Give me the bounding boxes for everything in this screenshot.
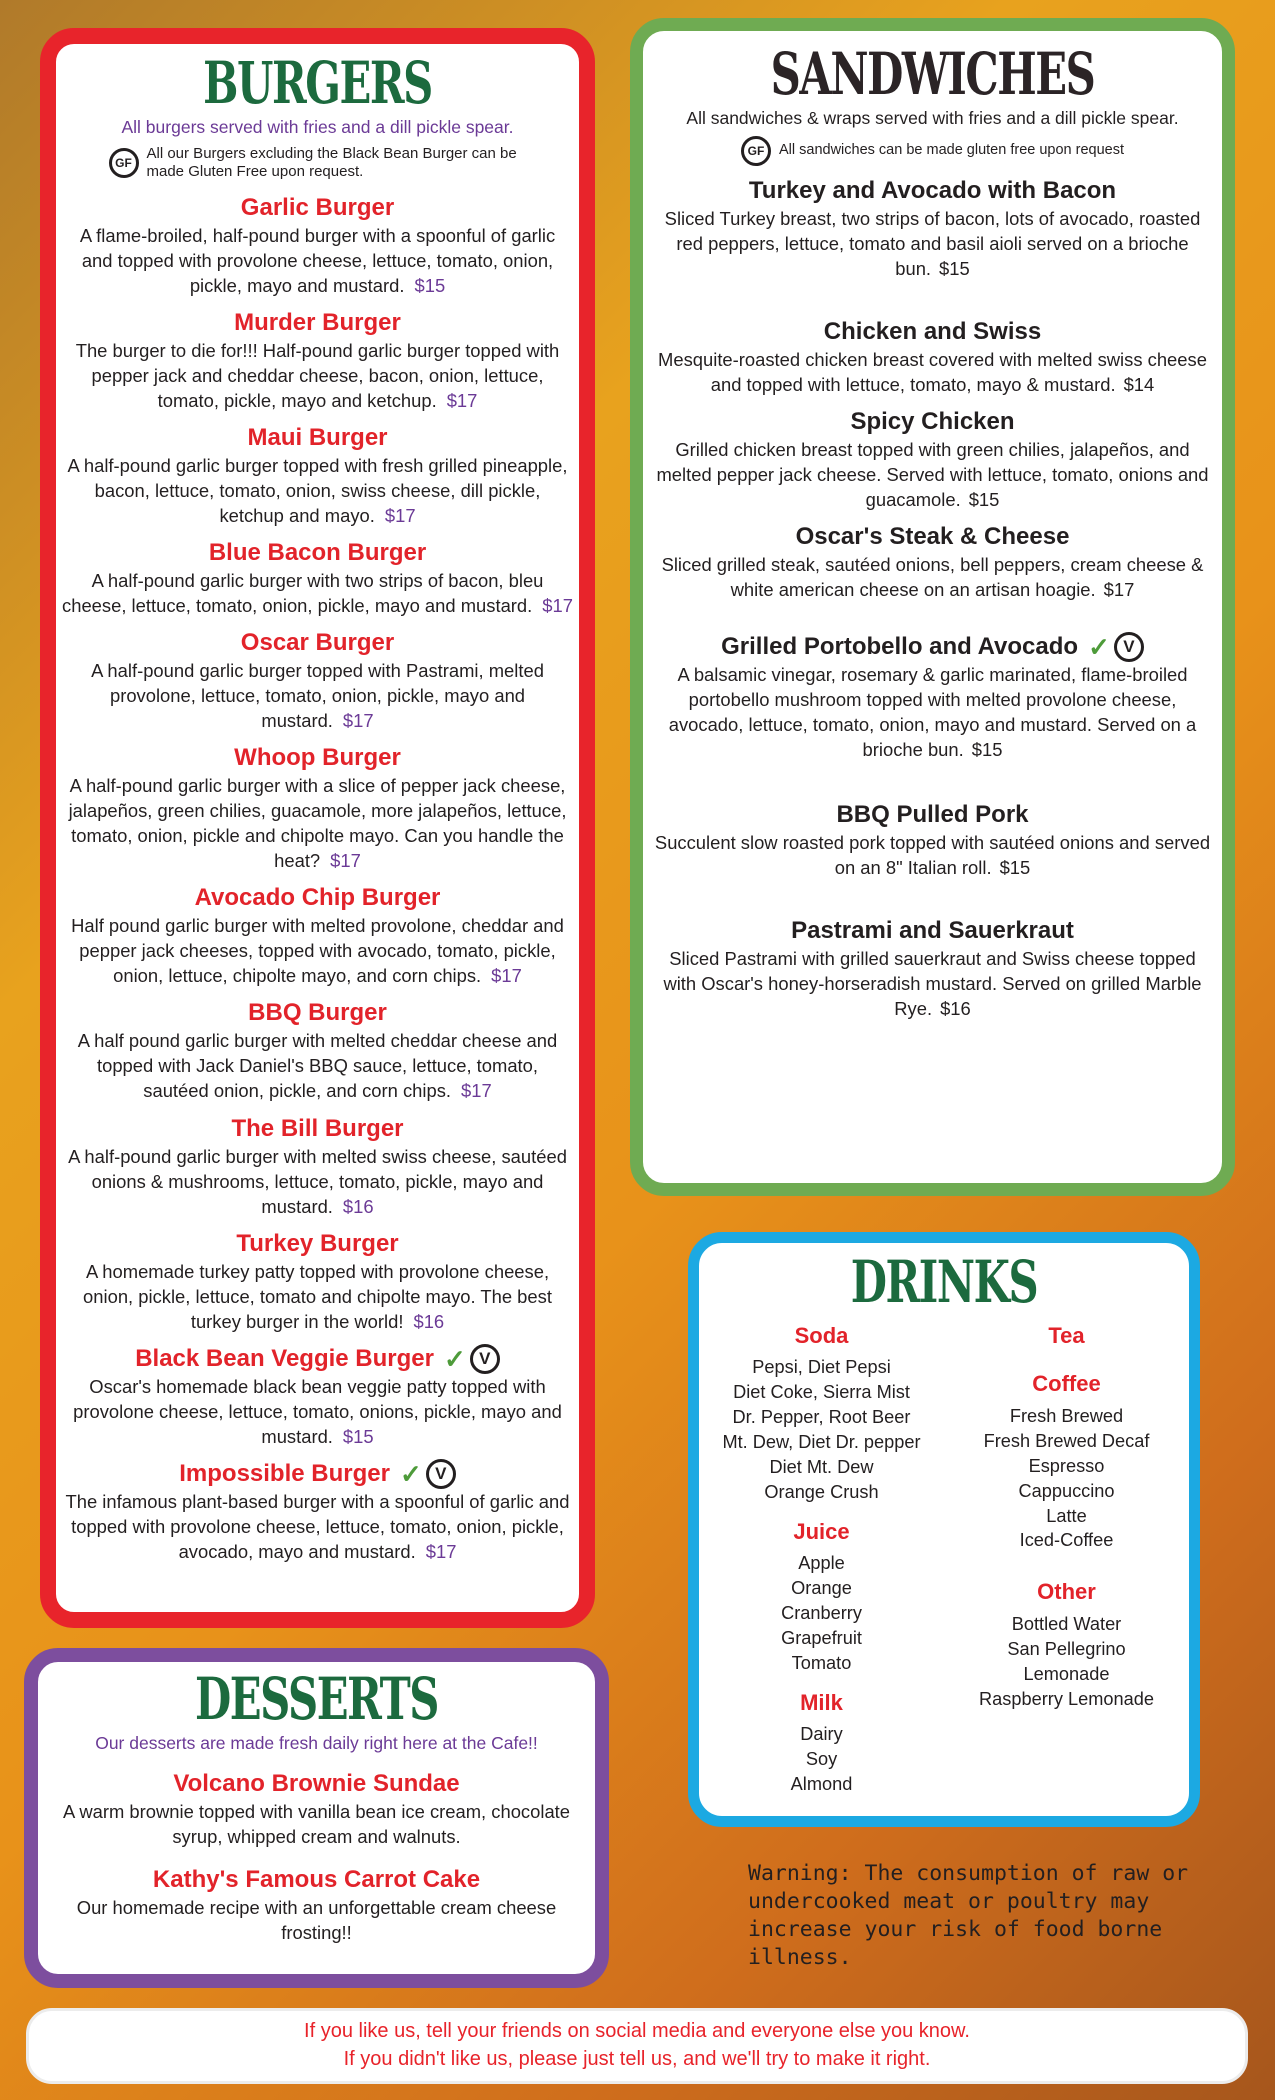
item-name	[247, 423, 387, 453]
drink-category	[944, 1371, 1189, 1553]
drink-item: Cranberry	[781, 1603, 862, 1624]
drink-item: Almond	[790, 1774, 853, 1795]
item-description	[62, 658, 573, 733]
item-name	[234, 308, 401, 338]
footer-text	[29, 2011, 1245, 2073]
item-description-text: Oscar's homemade black bean veggie patty topped with provolone cheese, lettuce, tomato, onions, pickle, mayo and mustard.	[73, 1375, 562, 1447]
item-description-text: Mesquite-roasted chicken breast covered with melted swiss cheese and topped with lettuce, tomato, mayo & mustard.	[658, 348, 1207, 395]
item-price: $16	[413, 1310, 445, 1332]
footer-line-2: If you didn't like us, please just tell us, and we'll try to make it right.	[343, 2048, 931, 2070]
drink-category-title: Soda	[794, 1323, 849, 1348]
vegetarian-icon: V	[470, 1344, 500, 1374]
item-name	[749, 176, 1116, 206]
item-name	[179, 1459, 456, 1489]
drink-list	[944, 1612, 1189, 1712]
menu-item	[651, 522, 1214, 602]
burgers-title: BURGERS	[203, 49, 432, 117]
drink-category	[699, 1690, 944, 1797]
item-name: Kathy's Famous Carrot Cake	[152, 1865, 481, 1893]
item-description	[651, 206, 1214, 281]
item-name	[248, 998, 387, 1028]
item-price: $15	[939, 257, 970, 279]
item-name-text: Chicken and Swiss	[823, 317, 1042, 345]
drink-category	[699, 1519, 944, 1676]
sandwiches-intro: All sandwiches & wraps served with fries and a dill pickle spear.	[686, 108, 1179, 128]
item-description: Our homemade recipe with an unforgettable cream cheese frosting!!	[76, 1896, 557, 1943]
menu-item	[651, 317, 1214, 397]
vegetarian-icon: V	[1114, 632, 1144, 662]
drink-item: Soy	[805, 1749, 838, 1770]
item-name-text: Avocado Chip Burger	[194, 884, 441, 912]
item-name-text: Garlic Burger	[240, 193, 395, 221]
desserts-content	[38, 1662, 595, 1945]
item-description-text: A half-pound garlic burger topped with fresh grilled pineapple, bacon, lettuce, tomato, onion, swiss cheese, dill pickle, ketchup and mayo.	[67, 454, 568, 526]
item-name-text: Oscar's Steak & Cheese	[795, 523, 1070, 550]
drink-category-title: Milk	[800, 1690, 843, 1716]
desserts-title: DESSERTS	[195, 1665, 438, 1733]
item-description	[62, 338, 573, 413]
item-description-text: Sliced Pastrami with grilled sauerkraut and Swiss cheese topped with Oscar's honey-horseradish mustard. Served on grilled Marble Rye.	[663, 948, 1202, 1020]
item-name-text: Maui Burger	[247, 423, 388, 451]
drink-item: Lemonade	[1023, 1663, 1110, 1684]
item-description-text: A half-pound garlic burger with a slice of pepper jack cheese, jalapeños, green chilies, guacamole, more jalapeños, lettuce, tomato, onion, pickle and chipolte mayo. Can you handle the heat?	[68, 775, 567, 872]
drink-item: Bottled Water	[1011, 1613, 1122, 1634]
vegetarian-badge	[400, 1459, 456, 1489]
item-name: Volcano Brownie Sundae	[173, 1769, 460, 1797]
item-description-text: A half-pound garlic burger with two strips of bacon, bleu cheese, lettuce, tomato, onion, pickle, mayo and mustard.	[62, 570, 544, 617]
item-name	[241, 193, 394, 223]
drink-list	[699, 1551, 944, 1676]
item-price: $14	[1123, 373, 1155, 395]
item-name	[231, 1114, 403, 1144]
item-price: $17	[330, 850, 361, 872]
drink-item: Espresso	[1028, 1455, 1105, 1476]
item-name	[241, 628, 394, 658]
drink-item: Orange Crush	[764, 1482, 879, 1503]
drink-item: Tomato	[791, 1653, 852, 1674]
item-description-text: Sliced grilled steak, sautéed onions, bell peppers, cream cheese & white american cheese on an artisan hoagie.	[661, 554, 1204, 601]
item-description	[651, 662, 1214, 762]
drink-item: San Pellegrino	[1007, 1638, 1126, 1659]
item-description	[62, 913, 573, 988]
drink-category	[944, 1579, 1189, 1711]
sandwiches-gf-note	[651, 136, 1214, 166]
leaf-icon: ✓	[1088, 632, 1110, 663]
sandwich-list	[651, 176, 1214, 1022]
item-name-text: Oscar Burger	[240, 629, 395, 657]
item-name-text: Blue Bacon Burger	[208, 539, 427, 567]
item-name	[209, 538, 426, 568]
item-description-text: A homemade turkey patty topped with provolone cheese, onion, pickle, lettuce, tomato and chipolte mayo. The best turkey burger in the world!	[83, 1260, 552, 1332]
item-name	[236, 1229, 398, 1259]
item-description-text: A half pound garlic burger with melted cheddar cheese and topped with Jack Daniel's BBQ sauce, lettuce, tomato, sautéed onion, pickle, and corn chips.	[77, 1030, 558, 1102]
item-description	[62, 568, 573, 618]
item-description	[62, 1374, 573, 1449]
item-description	[62, 1144, 573, 1219]
item-price: $17	[425, 1540, 457, 1562]
item-description	[651, 347, 1214, 397]
drink-item: Dr. Pepper, Root Beer	[732, 1407, 911, 1428]
drink-list	[699, 1355, 944, 1505]
item-name-text: BBQ Burger	[248, 999, 387, 1027]
item-name	[850, 407, 1014, 437]
sandwiches-content	[643, 31, 1222, 1021]
drinks-left-column	[699, 1323, 944, 1811]
drink-item: Dairy	[800, 1724, 843, 1745]
drink-item: Fresh Brewed Decaf	[983, 1430, 1150, 1451]
drink-item: Latte	[1046, 1505, 1087, 1526]
gluten-free-icon: GF	[109, 148, 139, 178]
burgers-intro: All burgers served with fries and a dill pickle spear.	[121, 117, 514, 137]
drink-item: Orange	[791, 1578, 852, 1599]
item-description-text: The burger to die for!!! Half-pound garlic burger topped with pepper jack and cheddar cheese, bacon, onion, lettuce, tomato, pickle, mayo and ketchup.	[75, 339, 560, 411]
menu-item	[62, 998, 573, 1103]
menu-item	[48, 1865, 585, 1945]
drink-item: Cappuccino	[1018, 1480, 1115, 1501]
item-description	[62, 1489, 573, 1564]
dessert-list	[48, 1769, 585, 1945]
item-price: $17	[1103, 579, 1135, 601]
item-description	[651, 946, 1214, 1021]
item-price: $15	[414, 274, 446, 296]
item-price: $17	[384, 505, 416, 526]
drink-item: Diet Mt. Dew	[769, 1457, 874, 1478]
drinks-right-column	[944, 1323, 1189, 1811]
item-name	[195, 883, 441, 913]
item-price: $17	[342, 710, 374, 732]
menu-item	[651, 800, 1214, 880]
drinks-columns	[699, 1323, 1189, 1811]
item-description-text: A half-pound garlic burger with melted swiss cheese, sautéed onions & mushrooms, lettuce, tomato, pickle, mayo and mustard.	[68, 1145, 567, 1217]
item-description	[62, 1028, 573, 1103]
sandwiches-panel	[630, 18, 1235, 1196]
sandwiches-title: SANDWICHES	[770, 40, 1095, 108]
burgers-gf-note	[62, 145, 573, 181]
item-description	[62, 773, 573, 873]
item-name-text: The Bill Burger	[231, 1114, 404, 1142]
item-price: $17	[446, 389, 478, 411]
item-description-text: The infamous plant-based burger with a spoonful of garlic and topped with provolone cheese, lettuce, tomato, onion, pickle, avocado, mayo and mustard.	[65, 1490, 570, 1562]
desserts-panel	[24, 1648, 609, 1988]
item-price: $17	[491, 965, 522, 987]
item-name-text: Turkey and Avocado with Bacon	[748, 176, 1117, 204]
drinks-content	[699, 1243, 1189, 1811]
item-description	[62, 223, 573, 298]
leaf-icon: ✓	[443, 1343, 466, 1374]
leaf-icon: ✓	[399, 1458, 422, 1489]
item-name	[721, 632, 1144, 662]
item-name	[234, 743, 401, 773]
item-price: $15	[342, 1425, 374, 1447]
menu-item	[62, 423, 573, 528]
menu-item	[651, 916, 1214, 1021]
item-price: $17	[542, 595, 573, 617]
desserts-intro: Our desserts are made fresh daily right here at the Cafe!!	[95, 1733, 538, 1753]
item-description	[62, 1259, 573, 1334]
drink-category-title: Coffee	[1032, 1371, 1101, 1397]
burger-list	[62, 193, 573, 1564]
menu-item	[62, 743, 573, 873]
gf-note-text: All sandwiches can be made gluten free upon request	[779, 142, 1124, 159]
menu-item	[651, 407, 1214, 512]
menu-item	[62, 1114, 573, 1219]
item-name	[135, 1344, 500, 1374]
item-price: $15	[999, 857, 1031, 879]
item-description	[651, 830, 1214, 880]
drinks-panel	[688, 1232, 1200, 1827]
menu-item	[62, 308, 573, 413]
menu-item	[62, 538, 573, 618]
menu-item	[62, 628, 573, 733]
drink-item: Apple	[798, 1553, 845, 1574]
vegetarian-badge	[444, 1344, 500, 1374]
drink-item: Grapefruit	[781, 1628, 862, 1649]
item-name-text: Turkey Burger	[236, 1229, 399, 1257]
item-price: $16	[342, 1195, 374, 1217]
item-name-text: BBQ Pulled Pork	[836, 801, 1029, 829]
item-price: $17	[461, 1080, 492, 1102]
drink-category	[699, 1323, 944, 1505]
burgers-panel	[40, 28, 595, 1628]
item-name-text: Black Bean Veggie Burger	[135, 1344, 434, 1372]
item-name-text: Whoop Burger	[234, 744, 401, 772]
footer-panel	[26, 2008, 1248, 2084]
item-price: $16	[940, 998, 971, 1020]
item-description-text: Sliced Turkey breast, two strips of bacon, lots of avocado, roasted red peppers, lettuce, tomato and basil aioli served on a brioche bun.	[664, 207, 1201, 279]
menu-item	[62, 883, 573, 988]
menu-item	[651, 176, 1214, 281]
item-description-text: A balsamic vinegar, rosemary & garlic marinated, flame-broiled portobello mushroom topped with melted provolone cheese, avocado, lettuce, tomato, onion, mayo and mustard. Served on a brioche bun.	[668, 664, 1197, 761]
vegetarian-badge	[1088, 632, 1144, 662]
menu-item	[48, 1769, 585, 1849]
menu-item	[62, 1459, 573, 1564]
drink-list	[944, 1404, 1189, 1554]
item-description	[651, 552, 1214, 602]
item-description-text: A flame-broiled, half-pound burger with a spoonful of garlic and topped with provolone cheese, lettuce, tomato, onion, pickle, mayo and mustard.	[79, 224, 556, 296]
drinks-title: DRINKS	[850, 1248, 1038, 1316]
gluten-free-icon: GF	[741, 136, 771, 166]
item-name-text: Impossible Burger	[179, 1459, 390, 1487]
food-safety-warning: Warning: The consumption of raw or undercooked meat or poultry may increase your risk of food borne illness.	[748, 1861, 1189, 1970]
drink-category-title: Other	[1037, 1579, 1096, 1605]
item-description	[651, 437, 1214, 512]
drink-item: Mt. Dew, Diet Dr. pepper	[722, 1432, 921, 1453]
burgers-content	[56, 44, 579, 1564]
menu-item	[62, 1344, 573, 1449]
footer-line-1: If you like us, tell your friends on social media and everyone else you know.	[304, 2020, 970, 2042]
item-description-text: Grilled chicken breast topped with green chilies, jalapeños, and melted pepper jack cheese. Served with lettuce, tomato, onions and guacamole.	[656, 438, 1209, 510]
item-description	[62, 453, 573, 528]
drink-category	[944, 1323, 1189, 1349]
item-name	[824, 317, 1041, 347]
item-name-text: Murder Burger	[234, 308, 401, 336]
item-description-text: Succulent slow roasted pork topped with sautéed onions and served on an 8" Italian roll.	[654, 832, 1211, 879]
drink-item: Iced-Coffee	[1019, 1530, 1114, 1551]
item-description-text: Half pound garlic burger with melted provolone, cheddar and pepper jack cheeses, topped with avocado, tomato, pickle, onion, lettuce, chipolte mayo, and corn chips.	[71, 915, 564, 987]
drink-list	[699, 1722, 944, 1797]
drink-item: Pepsi, Diet Pepsi	[752, 1357, 891, 1378]
item-description: A warm brownie topped with vanilla bean ice cream, chocolate syrup, whipped cream and walnuts.	[62, 1800, 571, 1847]
drink-item: Fresh Brewed	[1009, 1405, 1124, 1426]
item-name	[791, 916, 1074, 946]
drink-category-title: Juice	[793, 1519, 850, 1545]
item-name	[796, 522, 1070, 552]
menu-item	[62, 1229, 573, 1334]
item-price: $15	[971, 739, 1003, 761]
item-description-text: A half-pound garlic burger topped with Pastrami, melted provolone, lettuce, tomato, onion, pickle, mayo and mustard.	[91, 660, 544, 732]
item-name-text: Grilled Portobello and Avocado	[721, 633, 1079, 661]
drink-item: Diet Coke, Sierra Mist	[733, 1382, 910, 1403]
menu-item	[651, 632, 1214, 762]
drink-item: Raspberry Lemonade	[979, 1688, 1154, 1709]
gf-note-text: All our Burgers excluding the Black Bean Burger can be made Gluten Free upon request.	[146, 144, 517, 180]
item-name	[836, 800, 1028, 830]
menu-item	[62, 193, 573, 298]
item-price: $15	[968, 488, 1000, 510]
item-name-text: Pastrami and Sauerkraut	[791, 917, 1074, 945]
item-name-text: Spicy Chicken	[850, 407, 1015, 435]
drink-category-title: Tea	[1048, 1323, 1085, 1348]
vegetarian-icon: V	[426, 1459, 456, 1489]
